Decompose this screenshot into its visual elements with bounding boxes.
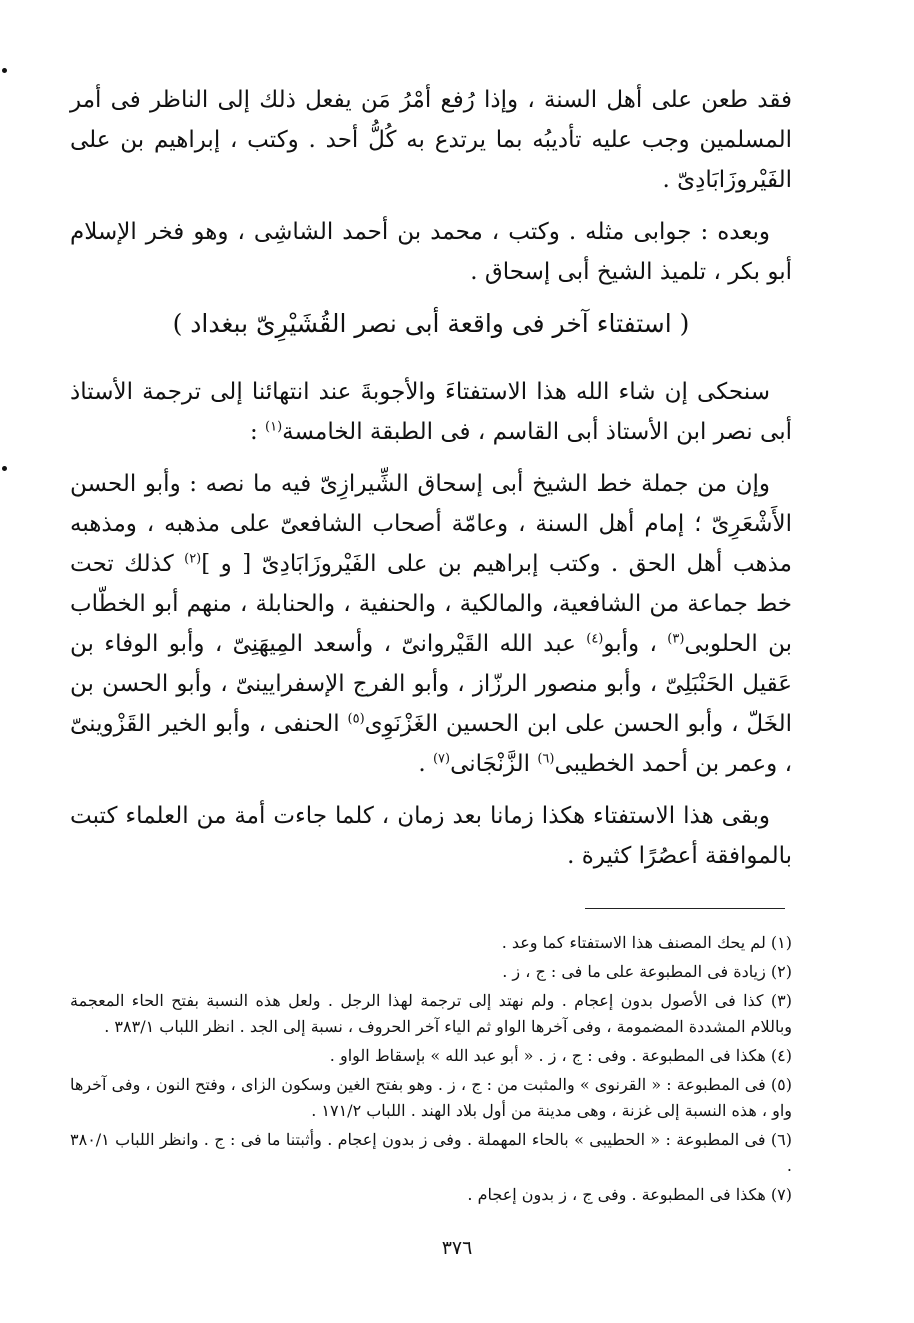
footnote-4: (٤) هكذا فى المطبوعة . وفى : ج ، ز . « أبو عبد الله » بإسقاط الواو .: [329, 1046, 792, 1065]
paragraph-4-part-f: الزَّنْجَانى: [450, 751, 538, 777]
footnotes: [70, 930, 792, 1211]
scan-mark-top: [2, 68, 7, 73]
section-title: ( استفتاء آخر فى واقعة أبى نصر القُشَيْرِىّ ببغداد ): [172, 309, 690, 338]
paragraph-4-part-e: الحنفى ، وأبو الخير القَزْوينىّ ، وعمر بن أحمد الخطيبى: [70, 711, 792, 777]
footnote-divider: [585, 908, 785, 909]
footnote-ref-4[interactable]: (٤): [586, 631, 604, 647]
paragraph-4-part-c: ، وأبو: [603, 631, 668, 657]
footnote-2: (٢) زيادة فى المطبوعة على ما فى : ج ، ز .: [502, 962, 792, 981]
footnote-ref-1[interactable]: (١): [265, 419, 283, 435]
footnote-5: (٥) فى المطبوعة : « القرنوى » والمثبت من : ج ، ز . وهو بفتح الغين وسكون الزاى ، وفتح النون ، وفى آخرها واو ، هذه النسبة إلى غزنة ، وهى مدينة من أول بلاد الهند . اللباب ١٧١/٢ .: [70, 1075, 792, 1120]
paragraph-3-end: :: [249, 419, 266, 445]
paragraph-3: [70, 372, 792, 452]
main-text: [70, 80, 792, 888]
paragraph-4-part-b: كذلك تحت خط جماعة من الشافعية، والمالكية ، والحنفية ، والحنابلة ، منهم أبو الخطّاب بن الحلوبى: [70, 551, 792, 657]
paragraph-4-part-d: عبد الله القَيْروانىّ ، وأسعد المِيهَنِىّ ، وأبو الوفاء بن عَقيل الحَنْبَلِىّ ، وأبو منصور الرزّاز ، وأبو الفرج الإسفرايينىّ ، وأبو الحسن بن الخَلّ ، وأبو الحسن على ابن الحسين الغَزْنَوِى: [70, 631, 792, 737]
footnote-ref-2[interactable]: (٢): [184, 551, 202, 567]
footnote-3: (٣) كذا فى الأصول بدون إعجام . ولم نهتد إلى ترجمة لهذا الرجل . ولعل هذه النسبة بفتح الحاء المعجمة وباللام المشددة المضمومة ، وفى آخرها الواو ثم الياء آخر الحروف ، نسبة إلى الجد . انظر اللباب ٣٨٣/١ .: [70, 991, 793, 1036]
scan-mark-mid: [2, 466, 7, 471]
footnote-ref-6[interactable]: (٦): [537, 751, 555, 767]
footnote-ref-5[interactable]: (٥): [347, 711, 365, 727]
footnote-7: (٧) هكذا فى المطبوعة . وفى ج ، ز بدون إعجام .: [467, 1185, 792, 1204]
paragraph-4: [70, 464, 792, 784]
paragraph-5: وبقى هذا الاستفتاء هكذا زمانا بعد زمان ، كلما جاءت أمة من العلماء كتبت بالموافقة أعصُرًا كثيرة .: [70, 803, 792, 869]
footnote-ref-7[interactable]: (٧): [432, 751, 451, 767]
footnote-1: (١) لم يحك المصنف هذا الاستفتاء كما وعد .: [501, 933, 792, 952]
paragraph-2: وبعده : جوابى مثله . وكتب ، محمد بن أحمد الشاشِى ، وهو فخر الإسلام أبو بكر ، تلميذ الشيخ أبى إسحاق .: [70, 219, 792, 285]
footnote-6: (٦) فى المطبوعة : « الحطيبى » بالحاء المهملة . وفى ز بدون إعجام . وأثبتنا ما فى : ج . وانظر اللباب ٣٨٠/١ .: [70, 1130, 792, 1175]
paragraph-4-part-a: وإن من جملة خط الشيخ أبى إسحاق الشِّيرازِىّ فيه ما نصه : وأبو الحسن الأَشْعَرِىّ ؛ إمام أهل السنة ، وعامّة أصحاب الشافعىّ على مذهبه ، ومذهبه مذهب أهل الحق . وكتب إبراهيم بن على الفَيْروزَابَادِىّ [ و ]: [70, 471, 792, 577]
paragraph-4-part-g: .: [418, 751, 433, 777]
page-number: ٣٧٦: [441, 1237, 473, 1259]
footnote-ref-3[interactable]: (٣): [667, 631, 685, 647]
paragraph-3-text: سنحكى إن شاء الله هذا الاستفتاءَ والأجوبةَ عند انتهائنا إلى ترجمة الأستاذ أبى نصر ابن الأستاذ أبى القاسم ، فى الطبقة الخامسة: [70, 379, 792, 445]
paragraph-1: فقد طعن على أهل السنة ، وإذا رُفع أمْرُ مَن يفعل ذلك إلى الناظر فى أمر المسلمين وجب عليه تأديبُه بما يرتدع به كُلُّ أحد . وكتب ، إبراهيم بن على الفَيْروزَابَادِىّ .: [70, 87, 792, 193]
